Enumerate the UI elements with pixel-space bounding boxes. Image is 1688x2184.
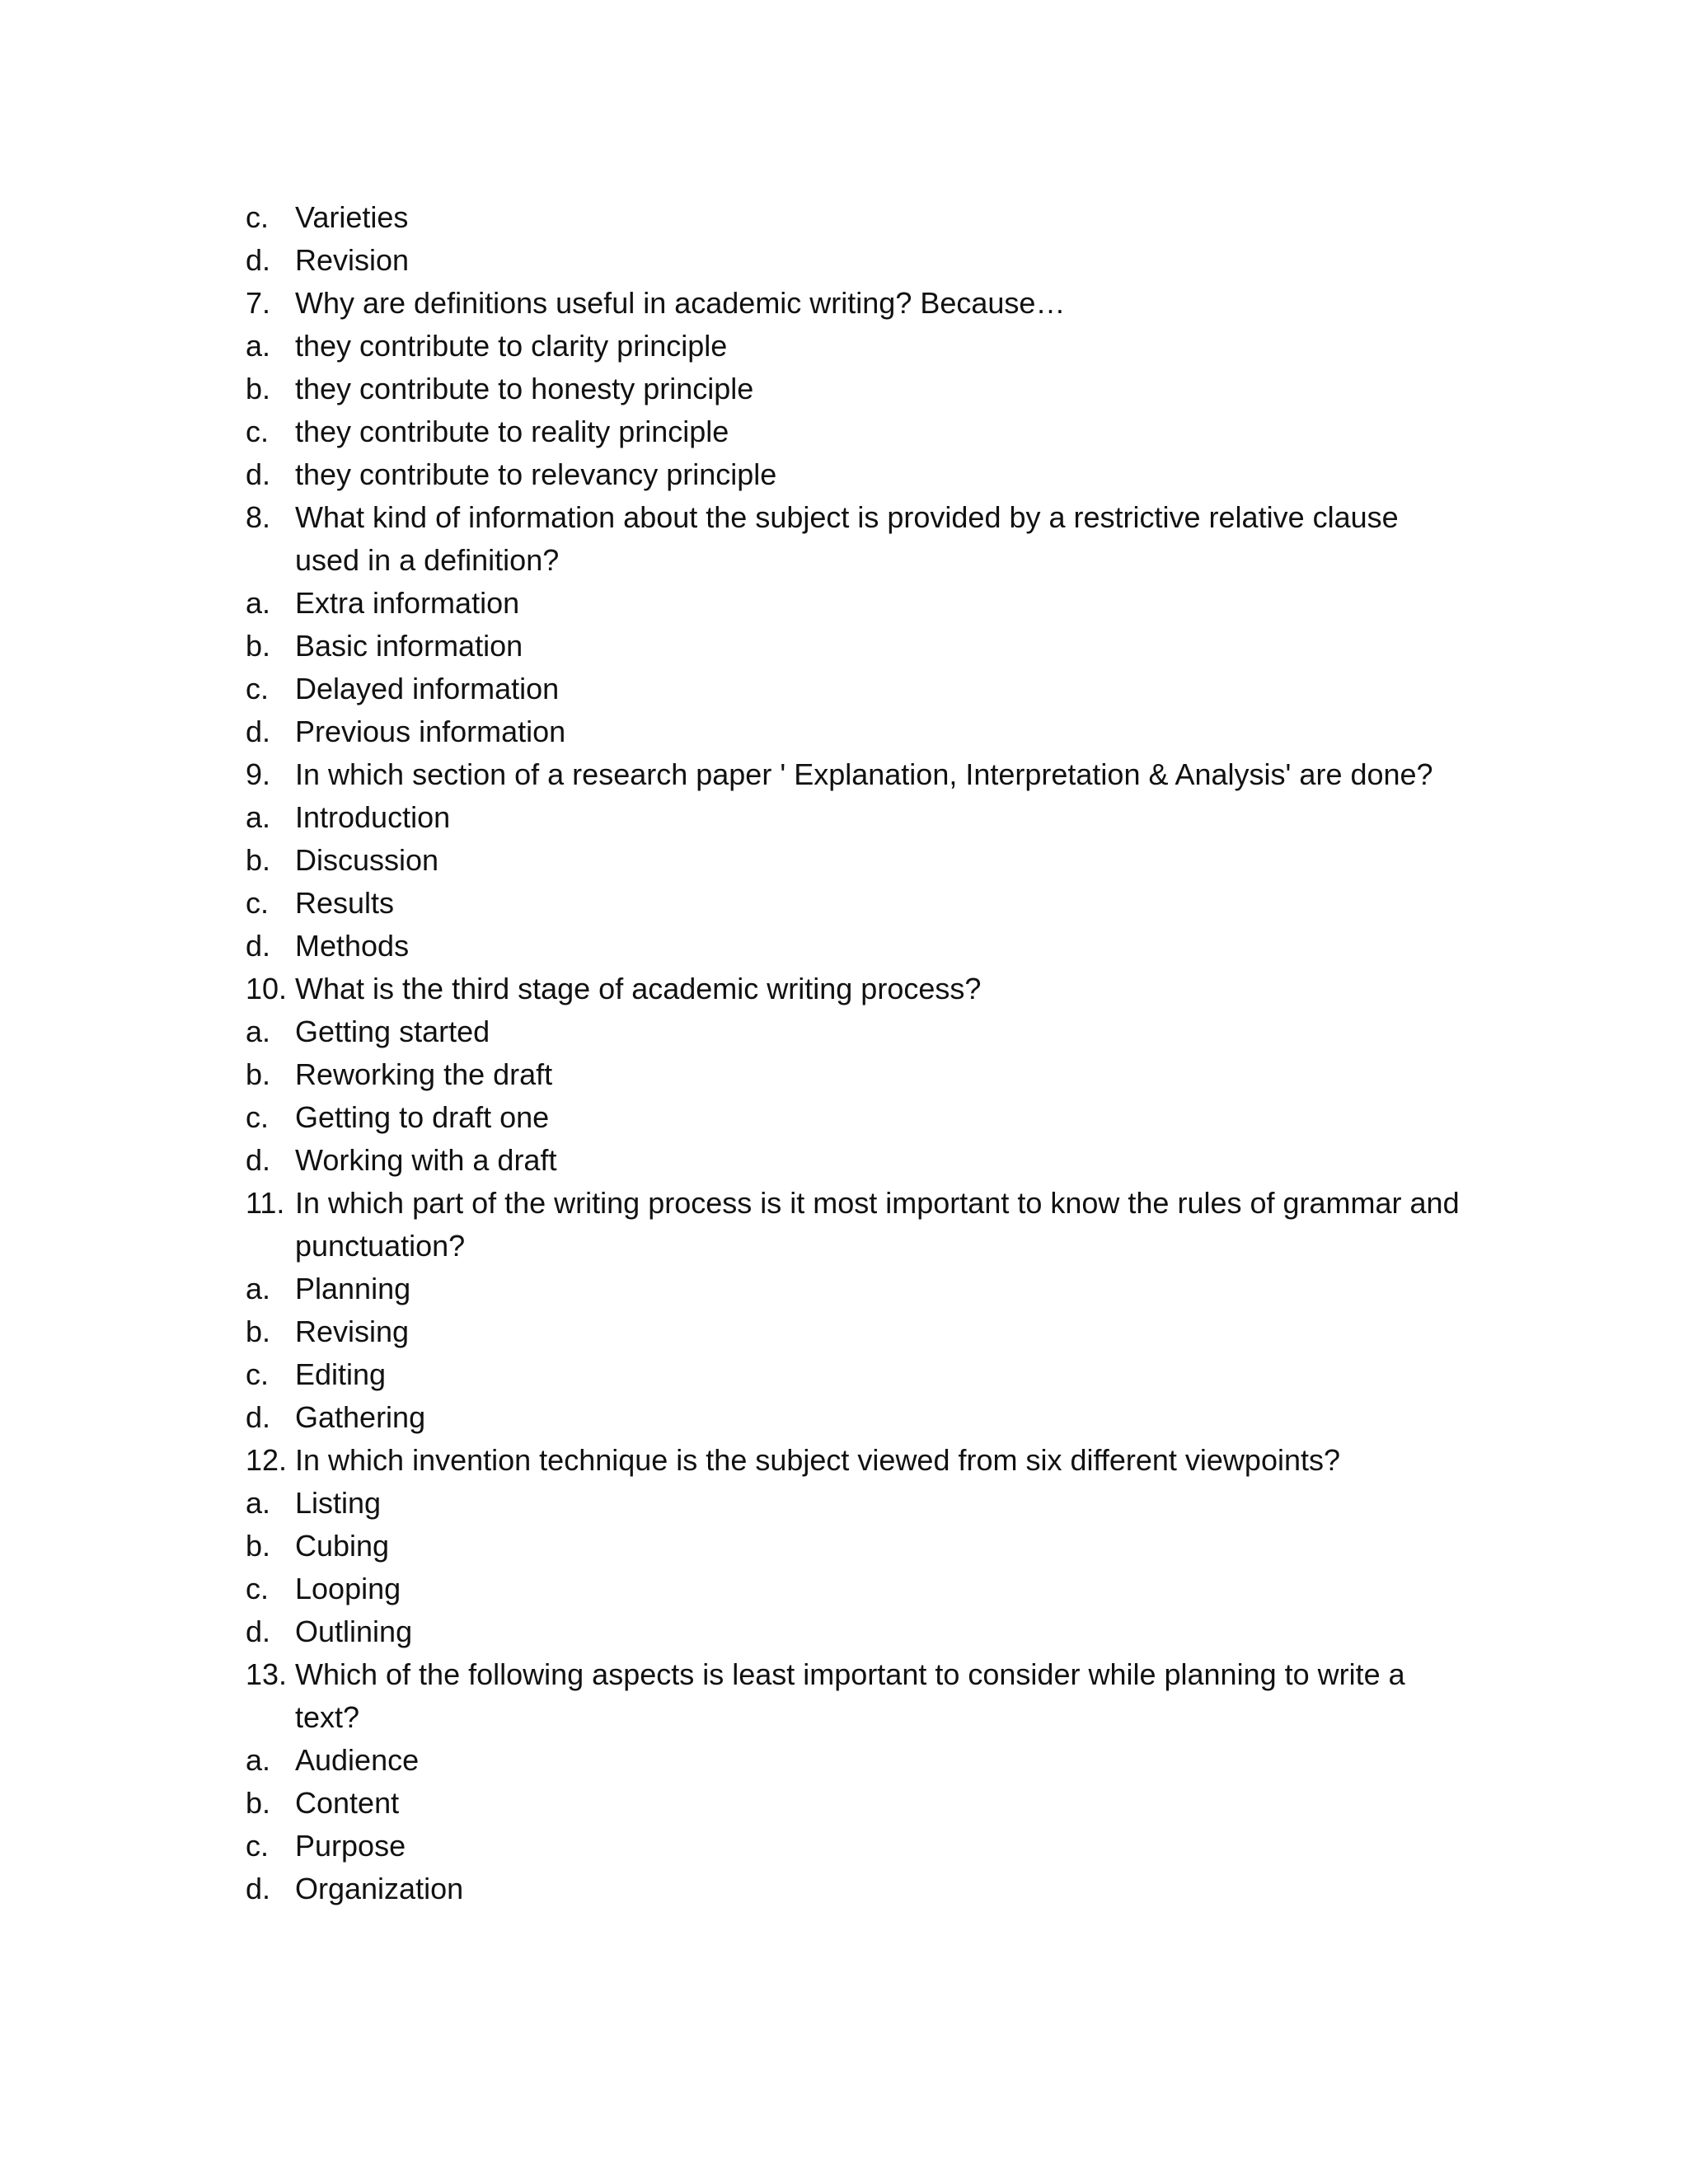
question-item — [246, 1439, 1465, 1482]
option-letter: c. — [246, 200, 270, 234]
option-text: Editing — [295, 1357, 387, 1391]
option-letter: a. — [246, 329, 271, 363]
option-text: Cubing — [295, 1529, 390, 1563]
question-number: 13. — [246, 1657, 288, 1691]
question-text: Which of the following aspects is least important to consider while planning to write a text? — [295, 1657, 1405, 1734]
option-text: Previous information — [295, 715, 566, 748]
answer-option — [246, 1610, 1465, 1653]
option-letter: b. — [246, 1529, 271, 1563]
question-text: What is the third stage of academic writing process? — [295, 972, 982, 1005]
answer-option — [246, 1568, 1465, 1610]
answer-option — [246, 1525, 1465, 1568]
option-text: Delayed information — [295, 672, 560, 705]
option-text: Revising — [295, 1315, 410, 1348]
option-letter: d. — [246, 715, 271, 748]
option-text: Getting to draft one — [295, 1100, 550, 1134]
answer-option — [246, 1010, 1465, 1053]
question-item — [246, 1182, 1465, 1268]
option-text: they contribute to relevancy principle — [295, 457, 777, 491]
answer-option — [246, 668, 1465, 710]
option-letter: d. — [246, 929, 271, 963]
option-letter: d. — [246, 457, 271, 491]
question-list — [246, 196, 1465, 1910]
question-number: 10. — [246, 972, 288, 1005]
answer-option — [246, 410, 1465, 453]
answer-option — [246, 1782, 1465, 1825]
option-letter: b. — [246, 1057, 271, 1091]
answer-option — [246, 1353, 1465, 1396]
option-letter: c. — [246, 415, 270, 448]
option-text: Introduction — [295, 800, 451, 834]
answer-option — [246, 925, 1465, 968]
option-text: Organization — [295, 1872, 464, 1905]
option-letter: b. — [246, 1786, 271, 1820]
option-letter: c. — [246, 1572, 270, 1605]
answer-option — [246, 1739, 1465, 1782]
option-text: Planning — [295, 1272, 411, 1305]
answer-option — [246, 625, 1465, 668]
question-number: 9. — [246, 757, 271, 791]
option-letter: b. — [246, 843, 271, 877]
question-text: In which section of a research paper ' Explanation, Interpretation & Analysis' are done? — [295, 757, 1433, 791]
question-text: What kind of information about the subject is provided by a restrictive relative clause used in a definition? — [295, 500, 1399, 577]
option-text: Purpose — [295, 1829, 406, 1863]
question-item — [246, 282, 1465, 325]
answer-option — [246, 1053, 1465, 1096]
option-text: Discussion — [295, 843, 439, 877]
answer-option — [246, 196, 1465, 239]
question-text: In which part of the writing process is it most important to know the rules of grammar and punctuation? — [295, 1186, 1460, 1263]
option-letter: b. — [246, 629, 271, 663]
option-text: they contribute to honesty principle — [295, 372, 754, 405]
answer-option — [246, 882, 1465, 925]
option-text: Reworking the draft — [295, 1057, 553, 1091]
option-text: Varieties — [295, 200, 409, 234]
question-item — [246, 968, 1465, 1010]
answer-option — [246, 1096, 1465, 1139]
option-letter: d. — [246, 1872, 271, 1905]
option-text: Audience — [295, 1743, 420, 1777]
answer-option — [246, 1482, 1465, 1525]
option-text: Revision — [295, 243, 410, 277]
answer-option — [246, 325, 1465, 368]
option-text: Looping — [295, 1572, 401, 1605]
option-letter: d. — [246, 1143, 271, 1177]
option-letter: a. — [246, 800, 271, 834]
option-text: they contribute to clarity principle — [295, 329, 728, 363]
question-item — [246, 496, 1465, 582]
question-item — [246, 1653, 1465, 1739]
answer-option — [246, 1868, 1465, 1910]
option-text: Gathering — [295, 1400, 426, 1434]
option-text: Content — [295, 1786, 400, 1820]
answer-option — [246, 453, 1465, 496]
answer-option — [246, 710, 1465, 753]
answer-option — [246, 368, 1465, 410]
answer-option — [246, 839, 1465, 882]
option-letter: d. — [246, 1615, 271, 1648]
option-text: Basic information — [295, 629, 523, 663]
option-letter: a. — [246, 1272, 271, 1305]
option-letter: b. — [246, 1315, 271, 1348]
answer-option — [246, 1268, 1465, 1310]
option-letter: b. — [246, 372, 271, 405]
answer-option — [246, 239, 1465, 282]
question-text: In which invention technique is the subject viewed from six different viewpoints? — [295, 1443, 1341, 1477]
option-letter: a. — [246, 1015, 271, 1048]
option-letter: d. — [246, 243, 271, 277]
option-letter: c. — [246, 1357, 270, 1391]
question-text: Why are definitions useful in academic writing? Because… — [295, 286, 1066, 320]
option-letter: a. — [246, 586, 271, 620]
option-letter: a. — [246, 1486, 271, 1520]
answer-option — [246, 1310, 1465, 1353]
answer-option — [246, 796, 1465, 839]
option-text: Extra information — [295, 586, 520, 620]
option-text: Methods — [295, 929, 410, 963]
option-letter: c. — [246, 1100, 270, 1134]
option-letter: d. — [246, 1400, 271, 1434]
answer-option — [246, 582, 1465, 625]
option-letter: c. — [246, 1829, 270, 1863]
question-number: 7. — [246, 286, 271, 320]
question-number: 11. — [246, 1186, 285, 1220]
option-text: Outlining — [295, 1615, 413, 1648]
option-text: Getting started — [295, 1015, 490, 1048]
option-text: Results — [295, 886, 395, 920]
answer-option — [246, 1139, 1465, 1182]
question-number: 8. — [246, 500, 271, 534]
option-text: Listing — [295, 1486, 382, 1520]
option-letter: c. — [246, 672, 270, 705]
answer-option — [246, 1396, 1465, 1439]
option-text: they contribute to reality principle — [295, 415, 729, 448]
answer-option — [246, 1825, 1465, 1868]
option-letter: c. — [246, 886, 270, 920]
question-number: 12. — [246, 1443, 288, 1477]
question-item — [246, 753, 1465, 796]
option-text: Working with a draft — [295, 1143, 557, 1177]
option-letter: a. — [246, 1743, 271, 1777]
